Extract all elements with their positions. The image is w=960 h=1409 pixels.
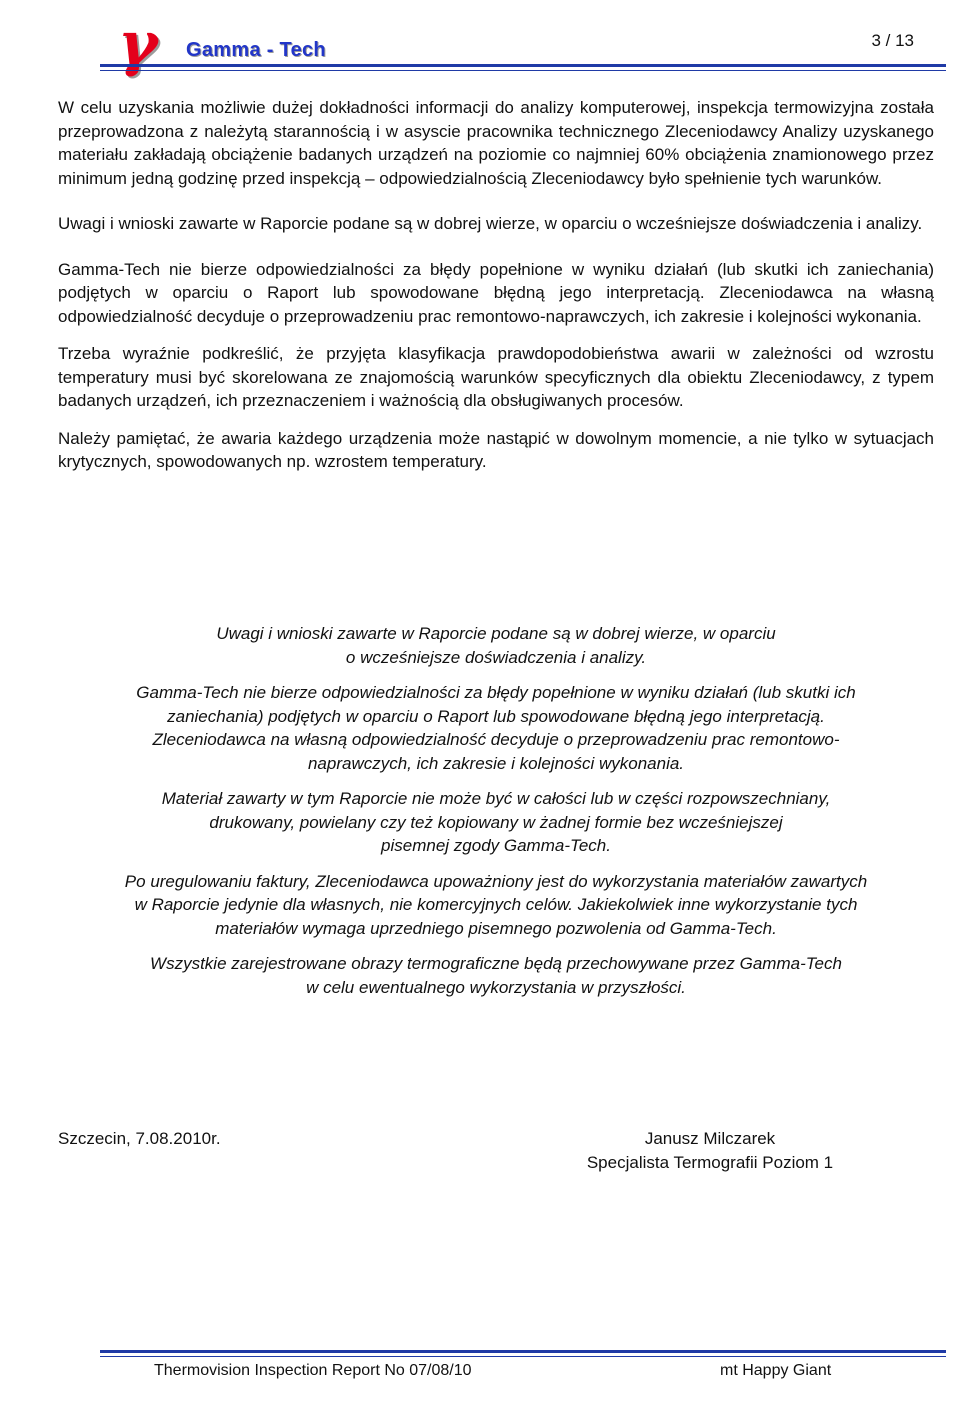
- disclaimer-line: zaniechania) podjętych w oparciu o Raport lub spowodowane błędną jego interpretacją.: [167, 706, 825, 726]
- disclaimer-line: Zleceniodawca na własną odpowiedzialność decyduje o przeprowadzeniu prac remontowo-: [152, 730, 840, 749]
- disclaimer-paragraph: [58, 870, 934, 941]
- disclaimer-line: Gamma-Tech nie bierze odpowiedzialności za błędy popełnione w wyniku działań (lub skutki ich: [136, 683, 856, 702]
- disclaimer-line: pisemnej zgody Gamma-Tech.: [381, 836, 611, 855]
- signatory-title: Specjalista Termografii Poziom 1: [586, 1153, 834, 1172]
- paragraph-remarks: Uwagi i wnioski zawarte w Raporcie podane są w dobrej wierze, w oparciu o wcześniejsze doświadczenia i analizy.: [58, 214, 923, 233]
- place-and-date: Szczecin, 7.08.2010r.: [58, 1129, 221, 1148]
- disclaimer-line: drukowany, powielany czy też kopiowany w żadnej formie bez wcześniejszej: [209, 812, 783, 832]
- disclaimer-line: Po uregulowaniu faktury, Zleceniodawca upoważniony jest do wykorzystania materiałów zawartych: [124, 871, 868, 891]
- disclaimer-paragraph: [58, 681, 934, 775]
- disclaimer-line: naprawczych, ich zakresie i kolejności wykonania.: [307, 753, 685, 773]
- page-number: 3 / 13: [871, 31, 914, 50]
- paragraph-liability: Gamma-Tech nie bierze odpowiedzialności za błędy popełnione w wyniku działań (lub skutki ich zaniechania) podjętych w oparciu o Raport lub spowodowane błędną jego interpretacją. Zleceniodawca na własną odpowiedzialność decyduje o przeprowadzeniu prac remontowo-naprawczych, ich zakresie i kolejności wykonania.: [58, 259, 934, 326]
- disclaimer-line: materiałów wymaga uprzedniego pisemnego pozwolenia od Gamma-Tech.: [215, 918, 777, 938]
- disclaimer-line: Uwagi i wnioski zawarte w Raporcie podane są w dobrej wierze, w oparciu: [216, 624, 776, 643]
- disclaimer-paragraph: [58, 787, 934, 858]
- header-divider-thin: [100, 70, 946, 71]
- footer-report-title: Thermovision Inspection Report No 07/08/10: [154, 1362, 472, 1379]
- disclaimer-paragraph: [58, 622, 934, 669]
- paragraph-inspection-conditions: W celu uzyskania możliwie dużej dokładności informacji do analizy komputerowej, inspekcja termowizyjna została przeprowadzona z należytą starannością i w asyscie pracownika technicznego Zleceniodawcy Analizy uzyskanego materiału zakładają obciążenie badanych urządzeń na poziomie co najmniej 60% obciążenia znamionowego przez minimum jedną godzinę przed inspekcją – odpowiedzialnością Zleceniodawcy było spełnienie tych warunków.: [58, 98, 934, 188]
- header-divider: [100, 64, 946, 67]
- disclaimer-line: w Raporcie jedynie dla własnych, nie komercyjnych celów. Jakiekolwiek inne wykorzystanie tych: [134, 895, 858, 914]
- paragraph-failure-note: Należy pamiętać, że awaria każdego urządzenia może nastąpić w dowolnym momencie, a nie tylko w sytuacjach krytycznych, spowodowanych np. wzrostem temperatury.: [58, 428, 934, 471]
- signatory-name: Janusz Milczarek: [644, 1129, 776, 1148]
- paragraph-classification: Trzeba wyraźnie podkreślić, że przyjęta klasyfikacja prawdopodobieństwa awarii w zależności od wzrostu temperatury musi być skorelowana ze znajomością warunków specyficznych dla obiektu Zleceniodawcy, z typem badanych urządzeń, ich przeznaczeniem i ważnością dla obsługiwanych procesów.: [58, 344, 934, 410]
- disclaimer-paragraph: [58, 952, 934, 999]
- disclaimer-block: [58, 622, 934, 999]
- report-body: [58, 80, 934, 474]
- disclaimer-line: Wszystkie zarejestrowane obrazy termograficzne będą przechowywane przez Gamma-Tech: [150, 954, 842, 973]
- company-logo-text: Gamma - Tech: [186, 39, 326, 61]
- page-header: [0, 0, 960, 80]
- footer-divider-thin: [100, 1356, 946, 1357]
- disclaimer-line: o wcześniejsze doświadczenia i analizy.: [345, 647, 647, 667]
- footer-divider: [100, 1350, 946, 1353]
- disclaimer-line: Materiał zawarty w tym Raporcie nie może być w całości lub w części rozpowszechniany,: [161, 789, 831, 808]
- footer-client-name: mt Happy Giant: [720, 1362, 832, 1379]
- disclaimer-line: w celu ewentualnego wykorzystania w przyszłości.: [306, 977, 686, 997]
- gamma-logo-icon: γ: [118, 9, 158, 79]
